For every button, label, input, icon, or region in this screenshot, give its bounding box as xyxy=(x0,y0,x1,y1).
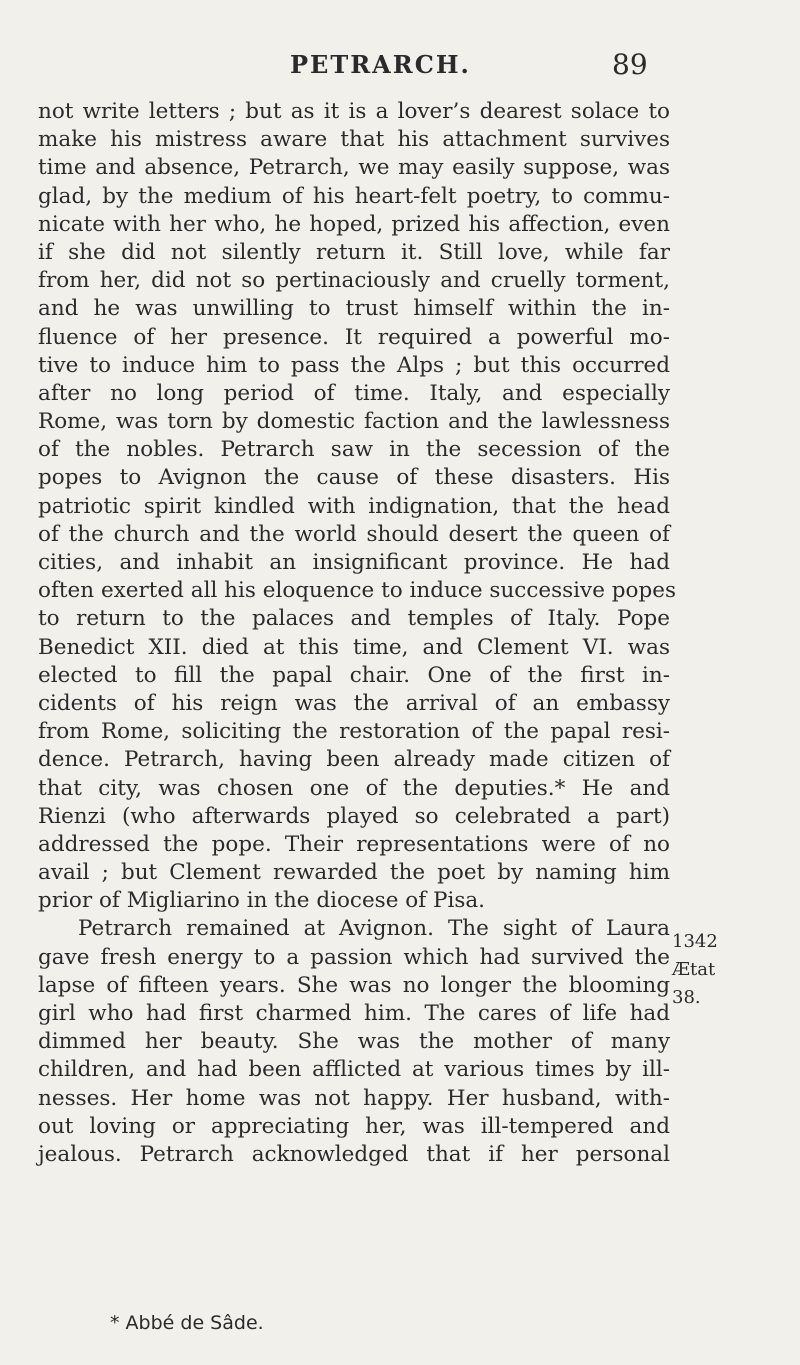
text-line: make his mistress aware that his attachment survives xyxy=(38,127,670,153)
page-number: 89 xyxy=(612,48,648,81)
text-line: elected to fill the papal chair. One of the first in- xyxy=(38,662,670,688)
margin-note-year: 1342 xyxy=(672,931,718,952)
text-line: girl who had first charmed him. The cares of life had xyxy=(38,1001,670,1026)
text-line: from Rome, soliciting the restoration of the papal resi- xyxy=(38,719,670,745)
text-line: if she did not silently return it. Still love, while far xyxy=(38,239,670,265)
text-line: jealous. Petrarch acknowledged that if her personal xyxy=(38,1141,670,1167)
text-line: Benedict XII. died at this time, and Clement VI. was xyxy=(38,634,670,660)
text-line: children, and had been afflicted at various times by ill- xyxy=(38,1057,670,1083)
text-line: after no long period of time. Italy, and especially xyxy=(38,380,670,406)
text-line: tive to induce him to pass the Alps ; but this occurred xyxy=(38,352,670,378)
text-line: not write letters ; but as it is a lover’s dearest solace to xyxy=(38,99,670,124)
text-line: glad, by the medium of his heart-felt poetry, to commu- xyxy=(38,183,670,209)
body-text xyxy=(38,98,676,1169)
text-line: to return to the palaces and temples of Italy. Pope xyxy=(38,606,670,632)
text-line: of the church and the world should desert the queen of xyxy=(38,521,670,547)
text-line: nicate with her who, he hoped, prized his affection, even xyxy=(38,211,670,237)
margin-notes xyxy=(672,928,797,1013)
text-line: and he was unwilling to trust himself within the in- xyxy=(38,296,670,322)
margin-note-aetat: Ætat xyxy=(672,959,716,981)
text-line: Rome, was torn by domestic faction and the lawlessness xyxy=(38,409,670,435)
text-line: of the nobles. Petrarch saw in the secession of the xyxy=(38,437,670,463)
text-line: nesses. Her home was not happy. Her husband, with- xyxy=(38,1085,670,1111)
text-line: often exerted all his eloquence to induce successive popes xyxy=(38,578,676,604)
text-line: popes to Avignon the cause of these disasters. His xyxy=(38,465,670,491)
text-line: gave fresh energy to a passion which had survived the xyxy=(38,944,670,970)
text-line: cities, and inhabit an insignificant province. He had xyxy=(38,550,670,575)
text-line: out loving or appreciating her, was ill-tempered and xyxy=(38,1113,670,1139)
text-line: avail ; but Clement rewarded the poet by naming him xyxy=(38,860,670,886)
margin-note-age: 38. xyxy=(672,987,701,1009)
text-line: addressed the pope. Their representations were of no xyxy=(38,831,670,857)
text-line: lapse of fifteen years. She was no longer the blooming xyxy=(38,972,670,998)
text-line: Rienzi (who afterwards played so celebrated a part) xyxy=(38,803,670,829)
text-line: prior of Migliarino in the diocese of Pisa. xyxy=(38,888,486,914)
text-line: cidents of his reign was the arrival of an embassy xyxy=(38,690,670,716)
page-header xyxy=(0,50,800,90)
text-line: patriotic spirit kindled with indignation, that the head xyxy=(38,493,670,519)
text-line: fluence of her presence. It required a powerful mo- xyxy=(38,324,670,350)
text-line: time and absence, Petrarch, we may easily suppose, was xyxy=(38,155,670,181)
text-line: dimmed her beauty. She was the mother of many xyxy=(38,1029,670,1055)
text-line: dence. Petrarch, having been already made citizen of xyxy=(38,747,670,773)
running-head: PETRARCH. xyxy=(290,50,471,79)
footnote: * Abbé de Sâde. xyxy=(110,1312,264,1334)
text-line: Petrarch remained at Avignon. The sight of Laura xyxy=(78,916,670,942)
text-line: from her, did not so pertinaciously and cruelly torment, xyxy=(38,268,670,294)
text-line: that city, was chosen one of the deputies.* He and xyxy=(38,775,670,801)
